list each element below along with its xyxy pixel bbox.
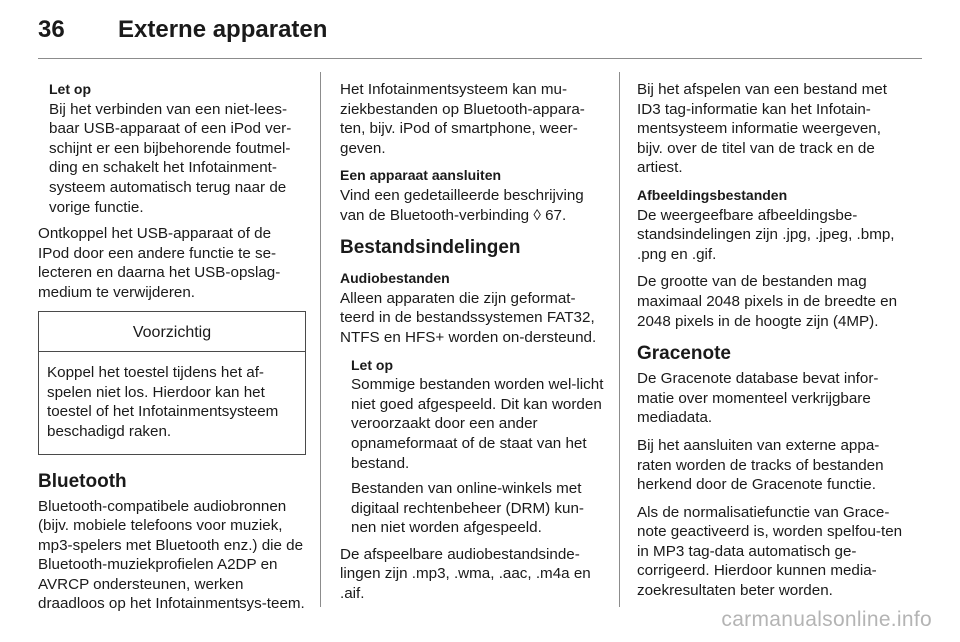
paragraph: Alleen apparaten die zijn geformat-teerd in de bestandssystemen FAT32, NTFS en HFS+ worden on-dersteund.	[340, 289, 597, 346]
section-heading-gracenote: Gracenote	[637, 343, 731, 365]
column-divider-left	[320, 72, 321, 607]
paragraph: De grootte van de bestanden mag maximaal 2048 pixels in de breedte en 2048 pixels in de hoogte zijn (4MP).	[637, 273, 898, 330]
paragraph: De weergeefbare afbeeldingsbe-standsindelingen zijn .jpg, .jpeg, .bmp, .png en .gif.	[637, 206, 895, 263]
column-divider-right	[619, 72, 620, 607]
paragraph: De Gracenote database bevat infor-matie over momenteel verkrijgbare mediadata.	[637, 370, 879, 427]
note-title: Let op	[351, 356, 393, 373]
caution-text: Koppel het toestel tijdens het af-spelen niet los. Hierdoor kan het toestel of het Infotainmentsysteem beschadigd raken.	[47, 364, 279, 440]
note-text: Bestanden van online-winkels met digitaal rechtenbeheer (DRM) kun-nen niet worden afgespeeld.	[351, 480, 584, 537]
caution-title: Voorzichtig	[39, 312, 305, 353]
paragraph: Als de normalisatiefunctie van Grace-note geactiveerd is, worden spelfou-ten in MP3 tag-data automatisch ge-corrigeerd. Hierdoor kunnen media-zoekresultaten beter worden.	[637, 503, 903, 600]
column-2	[340, 80, 608, 612]
page-header	[0, 0, 960, 62]
note-usb	[38, 80, 306, 217]
note-text: Sommige bestanden worden wel-licht niet goed afgespeeld. Dit kan worden veroorzaakt door een ander opnameformaat of de staat van het bestand.	[351, 376, 604, 472]
note-title: Let op	[49, 81, 91, 97]
paragraph: Vind een gedetailleerde beschrijving van de Bluetooth-verbinding ◊ 67.	[340, 186, 584, 224]
section-heading-formats: Bestandsindelingen	[340, 237, 521, 259]
subheading-audio: Audiobestanden	[340, 270, 450, 287]
header-rule	[38, 58, 922, 59]
watermark: carmanualsonline.info	[721, 608, 932, 631]
page-number: 36	[38, 16, 65, 43]
note-audio	[340, 356, 608, 538]
column-1	[38, 80, 306, 622]
paragraph: Het Infotainmentsysteem kan mu-ziekbestanden op Bluetooth-appara-ten, bijv. iPod of smartphone, weer-geven.	[340, 81, 585, 157]
paragraph: Ontkoppel het USB-apparaat of de IPod door een andere functie te se-lecteren en daarna het USB-opslag-medium te verwijderen.	[38, 225, 281, 301]
section-heading-bluetooth: Bluetooth	[38, 470, 127, 492]
column-3	[637, 80, 907, 609]
caution-box	[38, 311, 306, 455]
paragraph: Bij het aansluiten van externe appa-raten worden de tracks of bestanden herkend door de Gracenote functie.	[637, 436, 884, 494]
paragraph: Bluetooth-compatibele audiobronnen (bijv. mobiele telefoons voor muziek, mp3-spelers met Bluetooth enz.) die de Bluetooth-muziekprofielen A2DP en AVRCP ondersteunen, werken draadloos op het Infotainmentsys-teem.	[38, 497, 305, 613]
paragraph: Bij het afspelen van een bestand met ID3 tag-informatie kan het Infotain-mentsysteem informatie weergeven, bijv. over de titel van de track en de artiest.	[637, 81, 887, 177]
paragraph: De afspeelbare audiobestandsinde-lingen zijn .mp3, .wma, .aac, .m4a en .aif.	[340, 545, 591, 603]
subheading-images: Afbeeldingsbestanden	[637, 186, 788, 203]
subheading-connect: Een apparaat aansluiten	[340, 167, 502, 184]
note-text: Bij het verbinden van een niet-lees-baar USB-apparaat of een iPod ver-schijnt er een bijbehorende foutmel-ding en schakelt het Infotainment-systeem automatisch terug naar de vorige functie.	[49, 100, 292, 216]
chapter-title: Externe apparaten	[118, 16, 328, 43]
